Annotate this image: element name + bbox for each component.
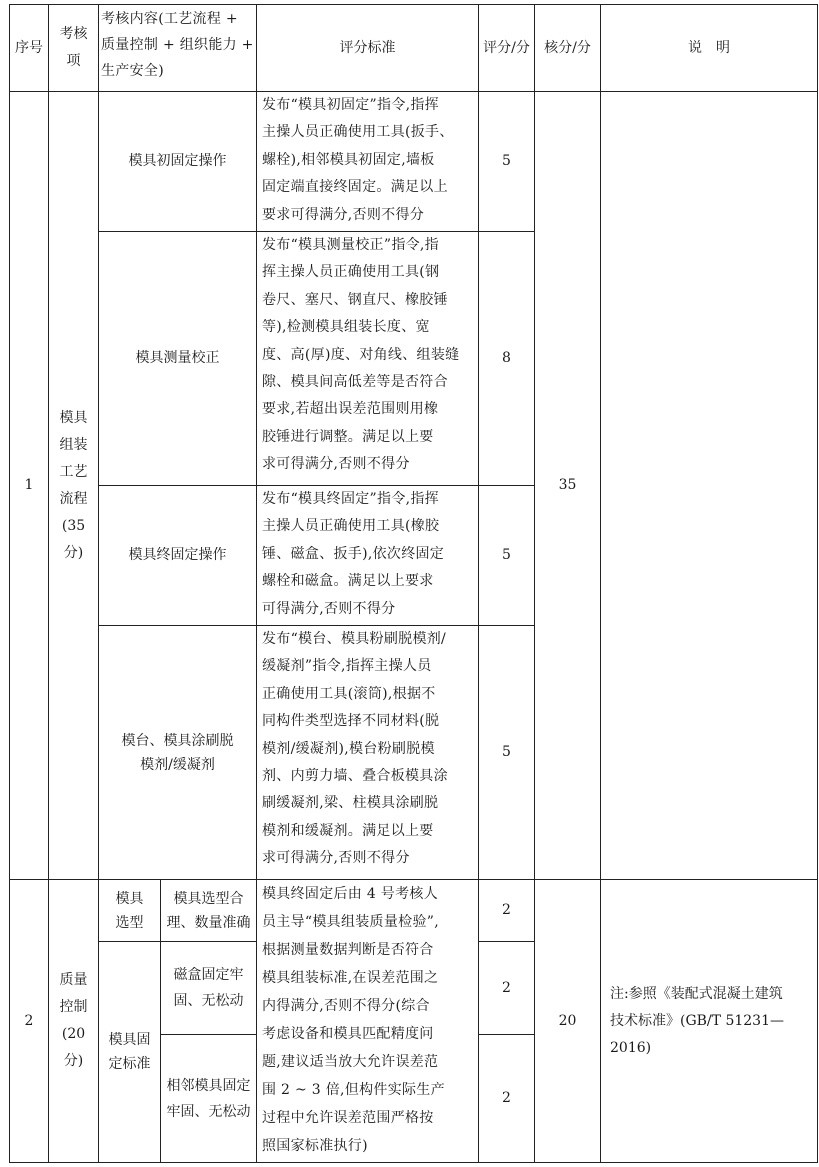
- row4-standard: 发布“模台、模具粉刷脱模剂/ 缓凝剂”指令,指挥主操人员 正确使用工具(滚筒),根据不 同构件类型选择不同材料(脱 模剂/缓凝剂),模台粉刷脱模 剂、内剪力墙、叠合板模具涂 刷缓凝剂,梁、柱模具涂刷脱 模剂和缓凝剂。满足以上要 求可得满分,否则不得分: [262, 631, 448, 867]
- section2-score1: 2: [502, 902, 511, 919]
- header-content: 考核内容(工艺流程 + 质量控制 + 组织能力 + 生产安全): [101, 11, 254, 79]
- section2-standard: 模具终固定后由 4 号考核人 员主导“模具组装质量检验”, 根据测量数据判断是否符合 模具组装标准,在误差范围之 内得满分,否则不得分(综合 考虑设备和模具匹配精度问 题,建议适当放大允许误差范 围 2 ~ 3 倍,但构件实际生产 过程中允许误差范围严格按 照国家标准执行): [262, 886, 445, 1154]
- row1-standard: 发布“模具初固定”指令,指挥 主操人员正确使用工具(扳手、 螺栓),相邻模具初固定,墙板 固定端直接终固定。满足以上 要求可得满分,否则不得分: [262, 97, 454, 223]
- row3-score: 5: [502, 547, 511, 564]
- header-standard: 评分标准: [339, 39, 396, 56]
- section1-total: 35: [558, 477, 577, 494]
- section2-sub1: 模具选型合 理、数量准确: [166, 890, 251, 931]
- section2-sub2: 磁盒固定牢 固、无松动: [173, 967, 244, 1009]
- row2-content: 模具测量校正: [135, 350, 220, 367]
- section2-group-fixing: 模具固 定标准: [108, 1032, 151, 1072]
- row1-content: 模具初固定操作: [128, 153, 227, 170]
- section2-score3: 2: [502, 1090, 511, 1107]
- section2-score2: 2: [502, 979, 511, 996]
- row3-content: 模具终固定操作: [128, 547, 227, 564]
- header-item: 考核 项: [59, 26, 88, 69]
- header-score: 评分/分: [483, 39, 530, 56]
- section2-seq: 2: [24, 1012, 34, 1029]
- section1-seq: 1: [24, 477, 34, 494]
- header-check: 核分/分: [544, 39, 591, 56]
- row4-score: 5: [502, 744, 511, 761]
- row4-content: 模台、模具涂刷脱 模剂/缓凝剂: [121, 732, 234, 773]
- section2-group-selection: 模具 选型: [115, 890, 144, 931]
- section2-total: 20: [558, 1012, 577, 1029]
- row2-standard: 发布“模具测量校正”指令,指 挥主操人员正确使用工具(钢 卷尺、塞尺、钢直尺、橡胶锤 等),检测模具组装长度、宽 度、高(厚)度、对角线、组装缝 隙、模具间高低差等是否符合 要求,若超出误差范围则用橡 胶锤进行调整。满足以上要 求可得满分,否则不得分: [262, 237, 460, 473]
- section2-item: 质量 控制 (20 分): [59, 972, 88, 1069]
- section2-note: 注:参照《装配式混凝土建筑 技术标准》(GB/T 51231— 2016): [610, 985, 784, 1056]
- section1-item: 模具 组装 工艺 流程 (35 分): [59, 409, 88, 561]
- row1-score: 5: [502, 153, 511, 170]
- row3-standard: 发布“模具终固定”指令,指挥 主操人员正确使用工具(橡胶 锤、磁盒、扳手),依次终固定 螺栓和磁盒。满足以上要求 可得满分,否则不得分: [262, 491, 445, 617]
- header-note: 说 明: [688, 39, 730, 56]
- row2-score: 8: [502, 350, 511, 367]
- section2-sub3: 相邻模具固定 牢固、无松动: [166, 1077, 251, 1120]
- header-seq: 序号: [15, 39, 43, 56]
